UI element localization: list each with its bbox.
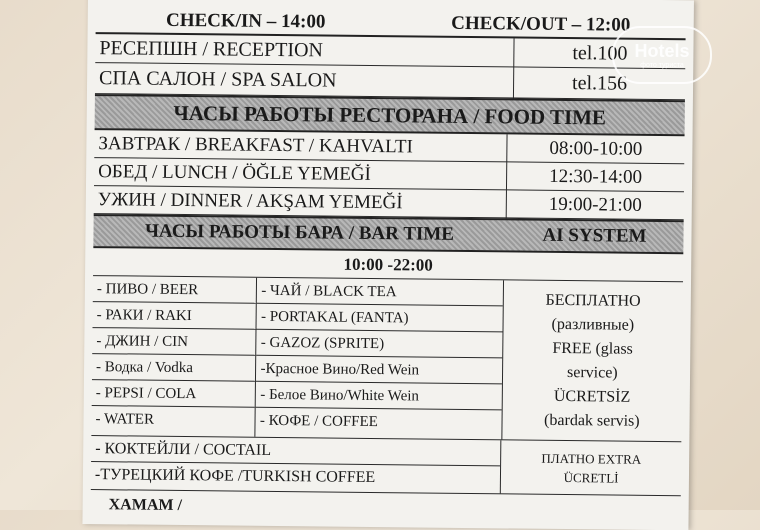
contact-label: РЕСЕПШН / RECEPTION [99,36,324,61]
contact-tel: tel.100 [513,38,685,69]
paid-note-line: ПЛАТНО EXTRA [541,450,642,467]
drink-item: - PEPSI / COLA [92,380,256,408]
drink-item: - Водка / Vodka [92,354,256,382]
meal-label: ЗАВТРАК / BREAKFAST / KAHVALTI [98,132,413,157]
drink-item: - ПИВО / BEER [93,276,257,304]
meal-time: 08:00-10:00 [506,134,684,164]
contact-label: СПА САЛОН / SPA SALON [99,66,337,92]
drink-item: - ДЖИН / CIN [92,328,256,356]
paid-item: -ТУРЕЦКИЙ КОФЕ /TURKISH COFFEE [94,466,376,487]
free-note-line: FREE (glass [552,339,633,358]
free-note-line: (разливные) [551,315,635,334]
watermark-brand: Hotels [634,40,690,61]
paid-note-line: ÜCRETLİ [563,469,619,486]
drink-item: - ЧАЙ / BLACK TEA [257,278,502,307]
drink-item: - PORTAKAL (FANTA) [257,304,502,333]
checkin-text: CHECK/IN – 14:00 [165,9,326,33]
hotels-watermark-logo [612,26,712,84]
free-note-line: БЕСПЛАТНО [545,291,641,310]
hamam-label: ХАМАМ / [108,496,183,515]
paid-note [500,440,681,495]
drink-item: -Красное Вино/Red Wein [256,356,501,385]
food-header: ЧАСЫ РАБОТЫ РЕСТОРАНА / FOOD TIME [173,100,607,129]
bar-hours: 10:00 -22:00 [343,254,433,275]
checkout-text: CHECK/OUT – 12:00 [451,12,631,36]
paid-items [91,436,501,493]
meal-label: ОБЕД / LUNCH / ÖĞLE YEMEĞİ [98,160,372,185]
drink-item: - WATER [95,411,155,428]
info-table [90,0,685,526]
food-header-row [95,94,685,136]
free-note-line: service) [566,363,618,382]
watermark-sub: фото туриста [640,61,684,69]
drink-item: - Белое Вино/White Wein [256,382,501,411]
paid-item: - КОКТЕЙЛИ / COCTAIL [91,436,501,466]
drink-item: - КОФЕ / COFFEE [259,412,378,431]
drinks-section [91,276,683,442]
drink-item: - РАКИ / RAKI [93,302,257,330]
meal-label: УЖИН / DINNER / AKŞAM YEMEĞİ [97,188,403,213]
paid-section [91,436,682,496]
bar-system: AI SYSTEM [542,224,647,247]
meal-time: 12:30-14:00 [506,162,684,192]
contact-tel: tel.156 [513,67,685,100]
free-notes [501,280,683,441]
drinks-mid-column [255,278,503,440]
paper-sheet [82,0,694,530]
meal-time: 19:00-21:00 [506,190,684,220]
bar-header: ЧАСЫ РАБОТЫ БАРА / BAR TIME [144,220,455,245]
hamam-row [90,490,680,526]
free-note-line: (bardak servis) [544,411,640,430]
free-note-line: ÜCRETSİZ [553,387,631,406]
drink-item: - GAZOZ (SPRITE) [257,330,502,359]
drinks-left-column [91,276,256,437]
